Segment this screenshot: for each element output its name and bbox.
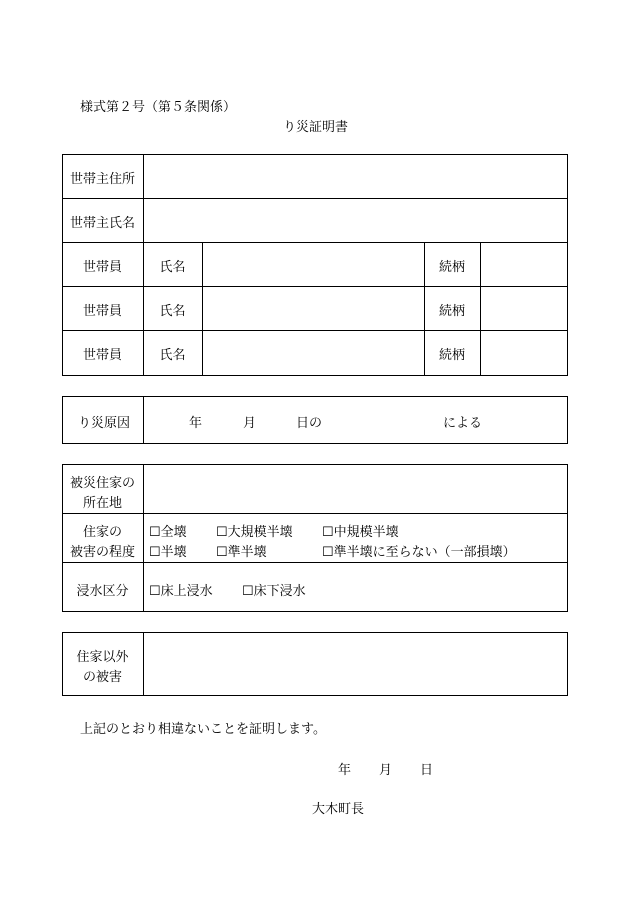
cause-day: 日の (296, 416, 323, 431)
member-name-label: 氏名 (159, 304, 186, 319)
option-total-collapse[interactable]: ☐全壊 (149, 525, 187, 540)
address-field[interactable] (150, 160, 562, 192)
member-relation-field[interactable] (486, 292, 562, 324)
cause-label: り災原因 (78, 416, 131, 431)
issuer: 大木町長 (312, 802, 365, 817)
cause-field[interactable] (330, 402, 435, 438)
option-below-floor[interactable]: ☐床下浸水 (242, 584, 306, 599)
form-number: 様式第２号（第５条関係） (80, 100, 237, 115)
member-relation-label: 続柄 (438, 304, 465, 319)
member-name-label: 氏名 (159, 260, 186, 275)
page-title: り災証明書 (283, 120, 349, 135)
footer-day: 日 (420, 763, 434, 778)
flood-label: 浸水区分 (76, 584, 129, 599)
other-damage-field[interactable] (150, 638, 562, 690)
other-label-line1: 住家以外 (76, 650, 129, 665)
cause-suffix: による (443, 416, 483, 431)
location-field[interactable] (150, 470, 562, 508)
member-name-field[interactable] (208, 292, 418, 324)
member-relation-label: 続柄 (438, 348, 465, 363)
option-quasi-half-collapse[interactable]: ☐準半壊 (216, 545, 267, 560)
member-name-label: 氏名 (159, 348, 186, 363)
footer-year: 年 (338, 763, 352, 778)
member-name-field[interactable] (208, 336, 418, 368)
other-label-line2: の被害 (82, 670, 122, 685)
cause-month: 月 (243, 416, 257, 431)
option-half-collapse[interactable]: ☐半壊 (149, 545, 187, 560)
degree-label-line2: 被害の程度 (69, 545, 135, 560)
degree-label-line1: 住家の (82, 525, 122, 540)
certify-text: 上記のとおり相違ないことを証明します。 (80, 722, 326, 737)
location-label-line1: 被災住家の (69, 476, 135, 491)
member-label: 世帯員 (82, 348, 122, 363)
cause-year: 年 (189, 416, 203, 431)
option-partial-damage[interactable]: ☐準半壊に至らない（一部損壊） (322, 545, 516, 560)
member-relation-label: 続柄 (438, 260, 465, 275)
location-label-line2: 所在地 (82, 496, 122, 511)
head-name-field[interactable] (150, 204, 562, 236)
option-medium-half-collapse[interactable]: ☐中規模半壊 (322, 525, 399, 540)
member-name-field[interactable] (208, 248, 418, 280)
member-relation-field[interactable] (486, 248, 562, 280)
footer-month: 月 (379, 763, 393, 778)
member-label: 世帯員 (82, 260, 122, 275)
member-label: 世帯員 (82, 304, 122, 319)
address-label: 世帯主住所 (70, 172, 136, 187)
member-relation-field[interactable] (486, 336, 562, 368)
option-large-half-collapse[interactable]: ☐大規模半壊 (216, 525, 293, 540)
head-name-label: 世帯主氏名 (70, 216, 136, 231)
option-above-floor[interactable]: ☐床上浸水 (149, 584, 213, 599)
